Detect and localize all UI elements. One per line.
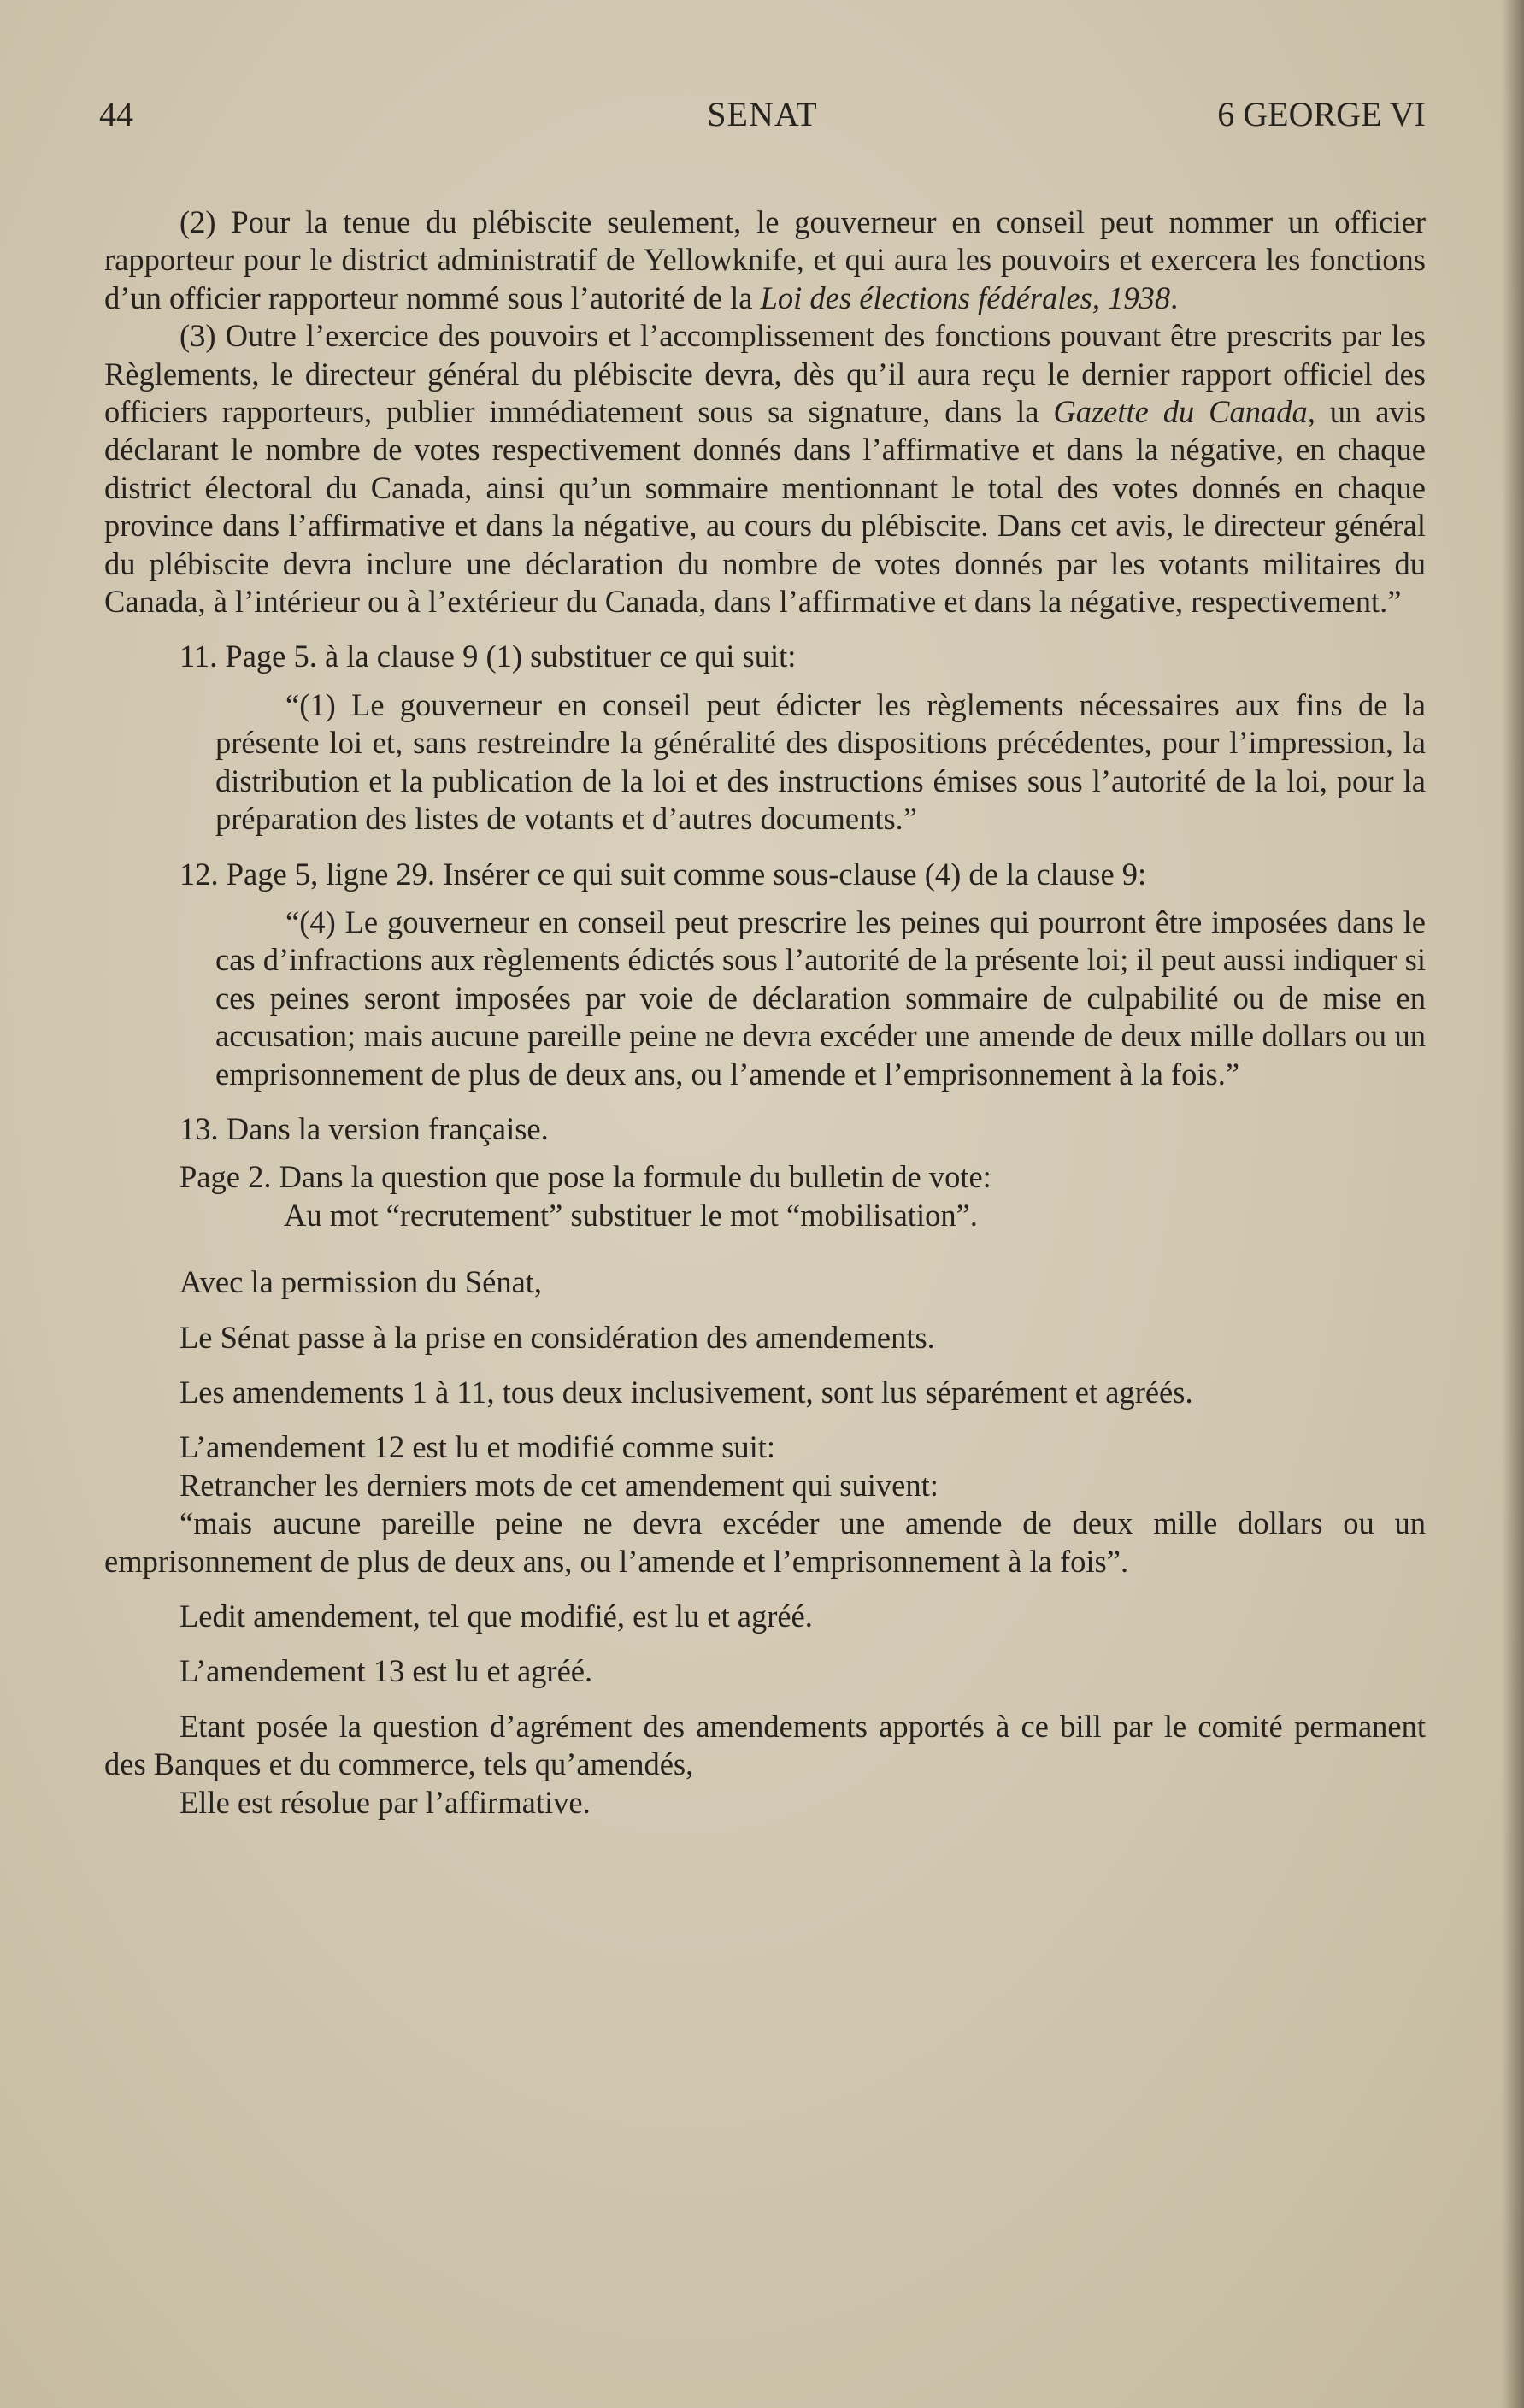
amendment-12-heading: 12. Page 5, ligne 29. Insérer ce qui suit comme sous-clause (4) de la clause 9:: [179, 856, 1147, 892]
resolution-line: Elle est résolue par l’affirmative.: [179, 1784, 591, 1820]
subclause-3-paragraph: [104, 317, 1426, 621]
gazette-title: Gazette du Canada,: [1053, 394, 1315, 430]
ledit-line: Ledit amendement, tel que modifié, est lu et agréé.: [179, 1598, 813, 1634]
amendment-11-quote: “(1) Le gouverneur en conseil peut édicter les règlements nécessaires aux fins de la présente loi et, sans restreindre la généralité des dispositions précédentes, pour l’impression, la distribution et la publication de la loi et des instructions émises sous l’autorité de la loi, pour la préparation des listes de votants et d’autres documents.”: [215, 686, 1426, 837]
law-title: Loi des élections fédérales, 1938: [760, 280, 1171, 315]
page-edge-shadow: [1502, 0, 1524, 2408]
amendments-1-11-line: Les amendements 1 à 11, tous deux inclusivement, sont lus séparément et agréés.: [179, 1374, 1193, 1410]
page-header-reign: 6 GEORGE VI: [1217, 95, 1426, 133]
document-body: [104, 203, 1426, 1822]
page-header-title: SENAT: [707, 95, 818, 133]
subclause-2-paragraph: [104, 203, 1426, 317]
subclause-3-text-continued: un avis déclarant le nombre de votes respectivement donnés dans l’affirmative et dans la négative, en chaque district électoral du Canada, ainsi qu’un sommaire mentionnant le total des votes donnés en chaque province dans l’affirmative et dans la négative, au cours du plébiscite. Dans cet avis, le directeur général du plébiscite devra inclure une déclaration du nombre de votes donnés par les votants militaires du Canada, à l’intérieur ou à l’extérieur du Canada, dans l’affirmative et dans la négative, respectivement.”: [104, 394, 1427, 620]
amendment-13-page: Page 2. Dans la question que pose la formule du bulletin de vote:: [179, 1159, 991, 1195]
permission-line: Avec la permission du Sénat,: [179, 1264, 543, 1300]
amendment-13-substitution: Au mot “recrutement” substituer le mot “mobilisation”.: [284, 1197, 978, 1233]
amendment-12-modified-line: L’amendement 12 est lu et modifié comme suit:: [179, 1429, 776, 1465]
running-head: [99, 92, 1426, 137]
subclause-3-text: (3) Outre l’exercice des pouvoirs et l’accomplissement des fonctions pouvant être prescrits par les Règlements, le directeur général du plébiscite devra, dès qu’il aura reçu le dernier rapport officiel des officiers rapporteurs, publier immédiatement sous sa signature, dans la: [104, 318, 1426, 430]
amendment-12-quote: “(4) Le gouverneur en conseil peut prescrire les peines qui pourront être imposées dans le cas d’infractions aux règlements édictés sous l’autorité de la présente loi; il peut aussi indiquer si ces peines seront imposées par voie de déclaration sommaire de culpabilité ou de mise en accusation; mais aucune pareille peine ne devra excéder une amende de deux mille dollars ou un emprisonnement de plus de deux ans, ou l’amende et l’emprisonnement à la fois.”: [215, 904, 1426, 1092]
page-number: 44: [99, 95, 133, 133]
retrancher-line: Retrancher les derniers mots de cet amendement qui suivent:: [179, 1467, 939, 1503]
subclause-2-text: (2) Pour la tenue du plébiscite seulement, le gouverneur en conseil peut nommer un officier rapporteur pour le district administratif de Yellowknife, et qui aura les pouvoirs et exercera les fonctions d’un officier rapporteur nommé sous l’autorité de la: [104, 204, 1426, 315]
consideration-line: Le Sénat passe à la prise en considération des amendements.: [179, 1319, 935, 1355]
amendment-13-heading: 13. Dans la version française.: [179, 1110, 549, 1146]
subclause-2-end: .: [1170, 280, 1179, 315]
amendment-13-agreed-line: L’amendement 13 est lu et agréé.: [179, 1653, 593, 1689]
question-line: Etant posée la question d’agrément des amendements apportés à ce bill par le comité permanent des Banques et du commerce, tels qu’amendés,: [104, 1708, 1426, 1782]
amendment-11-heading: 11. Page 5. à la clause 9 (1) substituer ce qui suit:: [179, 639, 797, 674]
retrancher-quote: “mais aucune pareille peine ne devra excéder une amende de deux mille dollars ou un emprisonnement de plus de deux ans, ou l’amende et l’emprisonnement à la fois”.: [104, 1505, 1426, 1579]
